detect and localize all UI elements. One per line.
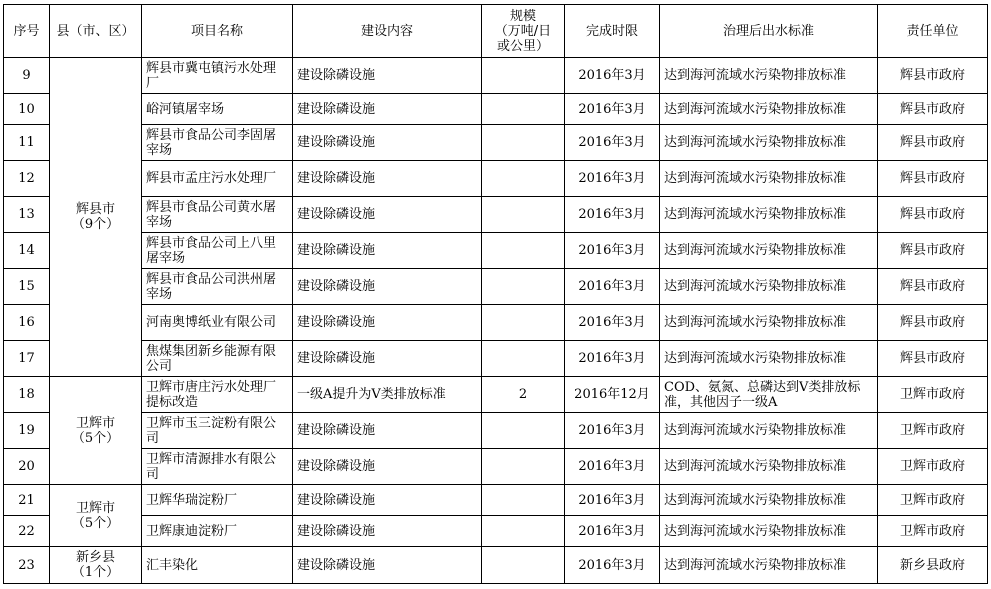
table-row <box>4 125 988 161</box>
row-standard: 达到海河流域水污染物排放标准 <box>660 485 878 516</box>
row-scale <box>482 269 565 305</box>
row-content: 建设除磷设施 <box>293 161 482 197</box>
row-content: 建设除磷设施 <box>293 516 482 547</box>
row-unit: 辉县市政府 <box>878 269 988 305</box>
table-row <box>4 516 988 547</box>
row-deadline: 2016年12月 <box>565 377 660 413</box>
table-row <box>4 58 988 94</box>
table-row <box>4 94 988 125</box>
row-unit: 辉县市政府 <box>878 341 988 377</box>
row-content: 建设除磷设施 <box>293 233 482 269</box>
row-deadline: 2016年3月 <box>565 516 660 547</box>
table-row <box>4 449 988 485</box>
row-unit: 卫辉市政府 <box>878 377 988 413</box>
row-standard: 达到海河流域水污染物排放标准 <box>660 125 878 161</box>
row-project-name: 卫辉华瑞淀粉厂 <box>142 485 293 516</box>
row-unit: 卫辉市政府 <box>878 413 988 449</box>
row-no: 22 <box>4 516 50 547</box>
row-deadline: 2016年3月 <box>565 485 660 516</box>
row-content: 建设除磷设施 <box>293 485 482 516</box>
county-count: （5个） <box>71 515 120 531</box>
row-scale <box>482 197 565 233</box>
header-standard: 治理后出水标准 <box>660 5 878 58</box>
row-scale <box>482 516 565 547</box>
row-no: 9 <box>4 58 50 94</box>
row-unit: 卫辉市政府 <box>878 449 988 485</box>
row-scale <box>482 305 565 341</box>
row-project-name: 辉县市食品公司李固屠宰场 <box>142 125 293 161</box>
row-content: 一级A提升为V类排放标准 <box>293 377 482 413</box>
row-scale <box>482 341 565 377</box>
row-unit: 辉县市政府 <box>878 233 988 269</box>
row-deadline: 2016年3月 <box>565 94 660 125</box>
row-project-name: 辉县市食品公司洪州屠宰场 <box>142 269 293 305</box>
county-name: 卫辉市 <box>75 415 115 431</box>
row-deadline: 2016年3月 <box>565 161 660 197</box>
row-no: 12 <box>4 161 50 197</box>
row-no: 16 <box>4 305 50 341</box>
row-project-name: 河南奥博纸业有限公司 <box>142 305 293 341</box>
row-no: 15 <box>4 269 50 305</box>
table-row <box>4 377 988 413</box>
county-count: （1个） <box>71 565 120 580</box>
row-content: 建设除磷设施 <box>293 58 482 94</box>
row-project-name: 卫辉市玉三淀粉有限公司 <box>142 413 293 449</box>
row-standard: 达到海河流域水污染物排放标准 <box>660 547 878 584</box>
row-standard: 达到海河流域水污染物排放标准 <box>660 269 878 305</box>
row-standard: 达到海河流域水污染物排放标准 <box>660 413 878 449</box>
row-content: 建设除磷设施 <box>293 547 482 584</box>
row-standard: 达到海河流域水污染物排放标准 <box>660 197 878 233</box>
table-row <box>4 341 988 377</box>
row-deadline: 2016年3月 <box>565 305 660 341</box>
header-scale-line-1: 规模 <box>509 8 536 24</box>
row-unit: 辉县市政府 <box>878 94 988 125</box>
county-group-xinxiang <box>50 547 142 584</box>
row-deadline: 2016年3月 <box>565 269 660 305</box>
row-standard: 达到海河流域水污染物排放标准 <box>660 161 878 197</box>
row-scale: 2 <box>482 377 565 413</box>
row-standard: 达到海河流域水污染物排放标准 <box>660 516 878 547</box>
row-scale <box>482 233 565 269</box>
header-no: 序号 <box>4 5 50 58</box>
row-scale <box>482 58 565 94</box>
row-unit: 辉县市政府 <box>878 125 988 161</box>
row-content: 建设除磷设施 <box>293 269 482 305</box>
header-scale <box>482 5 565 58</box>
table-row <box>4 485 988 516</box>
row-scale <box>482 413 565 449</box>
row-content: 建设除磷设施 <box>293 305 482 341</box>
county-group-huixian <box>50 58 142 377</box>
row-scale <box>482 547 565 584</box>
row-standard: 达到海河流域水污染物排放标准 <box>660 233 878 269</box>
row-project-name: 卫辉市唐庄污水处理厂提标改造 <box>142 377 293 413</box>
row-content: 建设除磷设施 <box>293 413 482 449</box>
header-content: 建设内容 <box>293 5 482 58</box>
header-project-name: 项目名称 <box>142 5 293 58</box>
row-deadline: 2016年3月 <box>565 58 660 94</box>
row-project-name: 辉县市冀屯镇污水处理厂 <box>142 58 293 94</box>
header-row <box>4 5 988 58</box>
table-row <box>4 233 988 269</box>
row-standard: 达到海河流域水污染物排放标准 <box>660 305 878 341</box>
row-standard: COD、氨氮、总磷达到V类排放标准，其他因子一级A <box>660 377 878 413</box>
row-no: 23 <box>4 547 50 584</box>
row-standard: 达到海河流域水污染物排放标准 <box>660 94 878 125</box>
row-deadline: 2016年3月 <box>565 547 660 584</box>
row-project-name: 卫辉康迪淀粉厂 <box>142 516 293 547</box>
row-scale <box>482 485 565 516</box>
table-row <box>4 269 988 305</box>
row-scale <box>482 449 565 485</box>
row-standard: 达到海河流域水污染物排放标准 <box>660 449 878 485</box>
row-unit: 辉县市政府 <box>878 58 988 94</box>
row-standard: 达到海河流域水污染物排放标准 <box>660 341 878 377</box>
table-row <box>4 547 988 584</box>
row-unit: 卫辉市政府 <box>878 485 988 516</box>
row-content: 建设除磷设施 <box>293 197 482 233</box>
row-unit: 卫辉市政府 <box>878 516 988 547</box>
header-scale-line-2: （万吨/日 <box>494 23 552 39</box>
table-row <box>4 305 988 341</box>
header-unit: 责任单位 <box>878 5 988 58</box>
row-no: 11 <box>4 125 50 161</box>
row-unit: 辉县市政府 <box>878 197 988 233</box>
project-table <box>3 4 988 584</box>
header-deadline: 完成时限 <box>565 5 660 58</box>
row-deadline: 2016年3月 <box>565 413 660 449</box>
row-content: 建设除磷设施 <box>293 449 482 485</box>
row-no: 18 <box>4 377 50 413</box>
row-deadline: 2016年3月 <box>565 233 660 269</box>
table-row <box>4 413 988 449</box>
row-project-name: 焦煤集团新乡能源有限公司 <box>142 341 293 377</box>
row-project-name: 峪河镇屠宰场 <box>142 94 293 125</box>
row-content: 建设除磷设施 <box>293 94 482 125</box>
county-name: 新乡县 <box>75 550 115 565</box>
county-name: 卫辉市 <box>75 500 115 516</box>
row-project-name: 卫辉市清源排水有限公司 <box>142 449 293 485</box>
row-no: 14 <box>4 233 50 269</box>
county-count: （9个） <box>71 217 120 232</box>
table-row <box>4 161 988 197</box>
county-name: 辉县市 <box>75 202 115 217</box>
row-no: 19 <box>4 413 50 449</box>
row-deadline: 2016年3月 <box>565 449 660 485</box>
row-project-name: 辉县市食品公司上八里屠宰场 <box>142 233 293 269</box>
row-no: 21 <box>4 485 50 516</box>
table-row <box>4 197 988 233</box>
county-group-weihui-2 <box>50 485 142 547</box>
row-project-name: 辉县市孟庄污水处理厂 <box>142 161 293 197</box>
row-no: 20 <box>4 449 50 485</box>
row-no: 17 <box>4 341 50 377</box>
row-scale <box>482 125 565 161</box>
row-scale <box>482 94 565 125</box>
row-scale <box>482 161 565 197</box>
row-content: 建设除磷设施 <box>293 341 482 377</box>
header-county: 县（市、区） <box>50 5 142 58</box>
header-scale-line-3: 或公里） <box>496 38 549 54</box>
row-content: 建设除磷设施 <box>293 125 482 161</box>
row-deadline: 2016年3月 <box>565 341 660 377</box>
row-unit: 辉县市政府 <box>878 161 988 197</box>
row-unit: 辉县市政府 <box>878 305 988 341</box>
row-deadline: 2016年3月 <box>565 125 660 161</box>
row-no: 13 <box>4 197 50 233</box>
county-count: （5个） <box>71 430 120 446</box>
row-no: 10 <box>4 94 50 125</box>
row-deadline: 2016年3月 <box>565 197 660 233</box>
county-group-weihui <box>50 377 142 485</box>
row-project-name: 辉县市食品公司黄水屠宰场 <box>142 197 293 233</box>
row-project-name: 汇丰染化 <box>142 547 293 584</box>
row-unit: 新乡县政府 <box>878 547 988 584</box>
row-standard: 达到海河流域水污染物排放标准 <box>660 58 878 94</box>
